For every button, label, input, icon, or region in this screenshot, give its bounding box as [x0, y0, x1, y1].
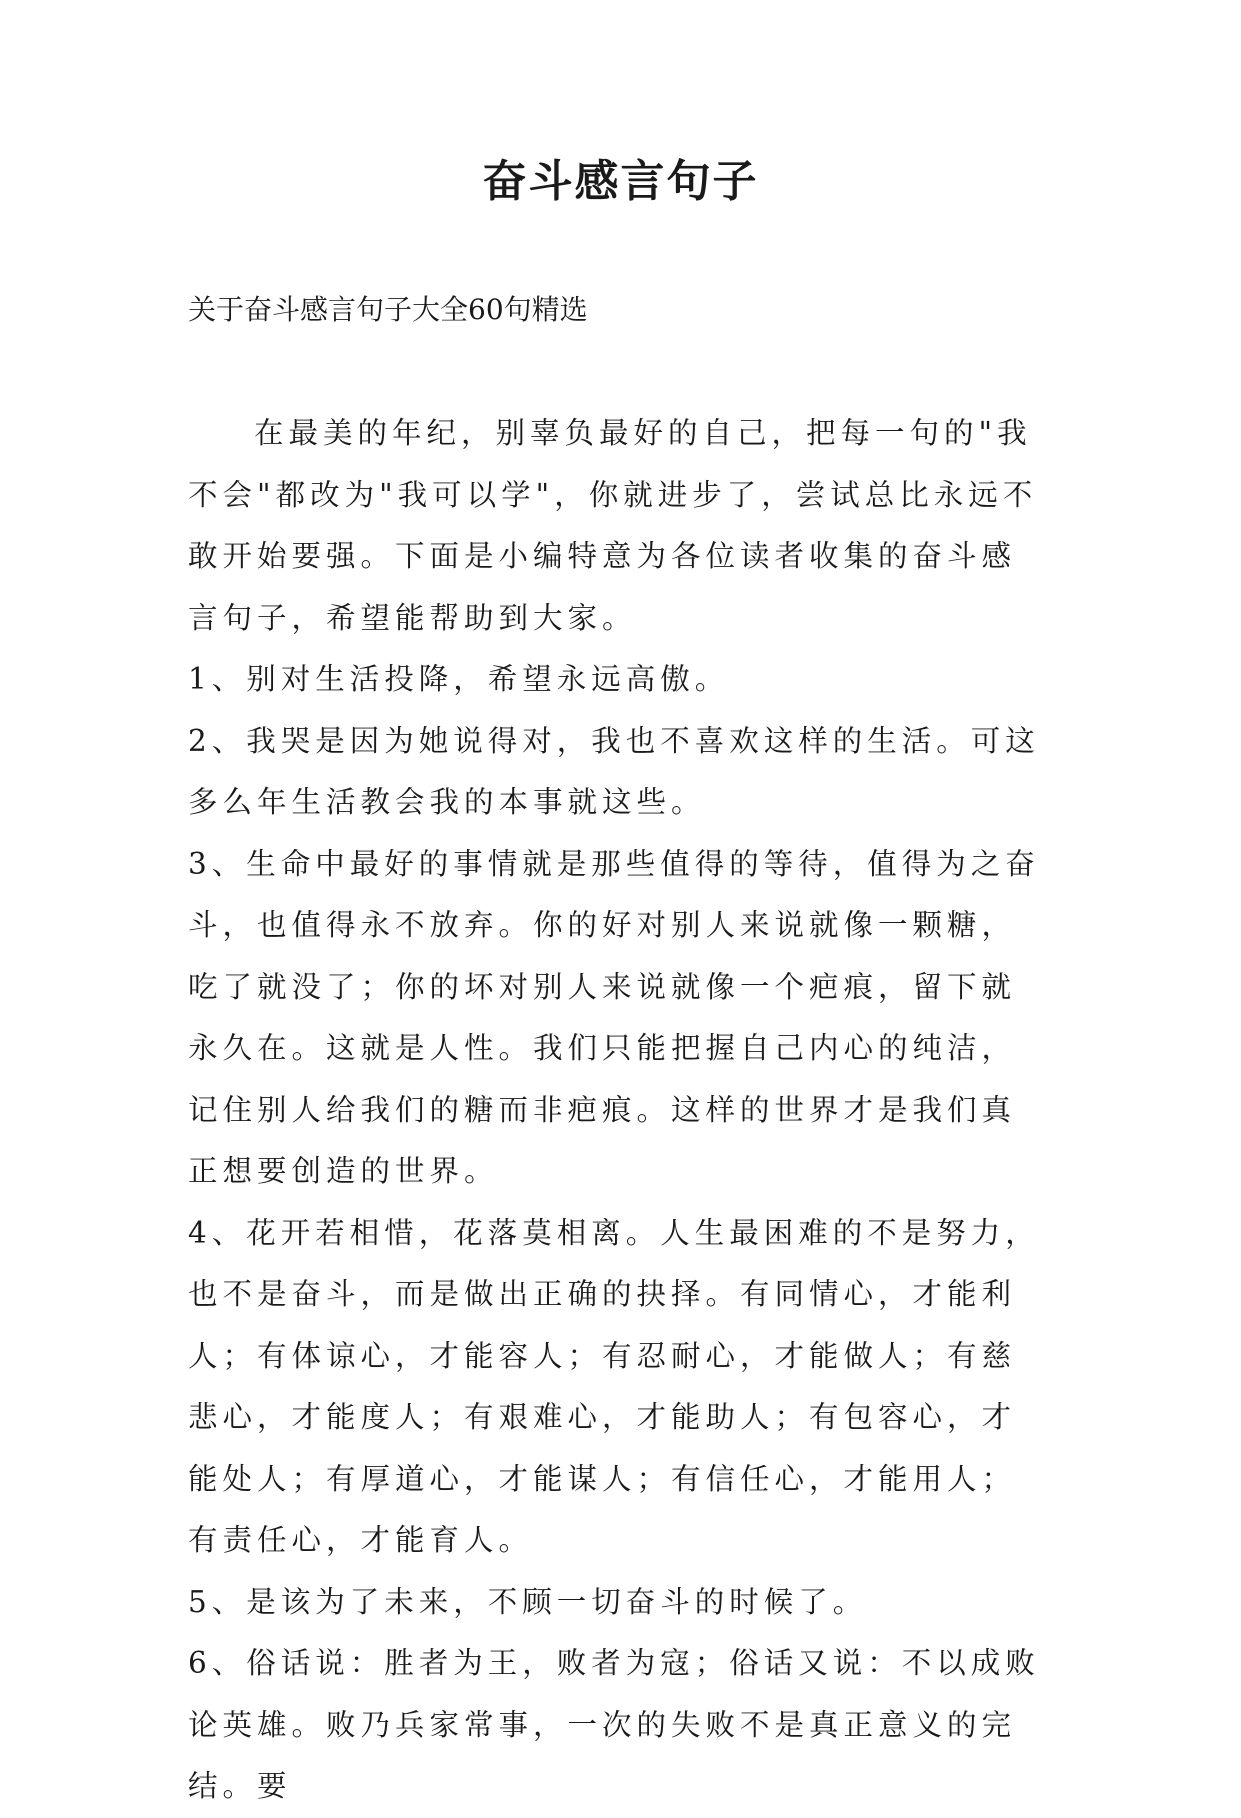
document-body	[188, 403, 1048, 1818]
quote-item: 5、是该为了未来，不顾一切奋斗的时候了。	[188, 1584, 868, 1619]
quote-item: 1、别对生活投降，希望永远高傲。	[188, 662, 730, 696]
document-subtitle: 关于奋斗感言句子大全60句精选	[188, 293, 588, 326]
quote-item: 3、生命中最好的事情就是那些值得的等待，值得为之奋斗，也值得永不放弃。你的好对别人来说就像一颗糖，吃了就没了；你的坏对别人来说就像一个疤痕，留下就永久在。这就是人性。我们只能把握自己内心的纯洁，记住别人给我们的糖而非疤痕。这样的世界才是我们真正想要创造的世界。	[188, 846, 1040, 1188]
intro-paragraph: 在最美的年纪，别辜负最好的自己，把每一句的"我不会"都改为"我可以学"，你就进步了，尝试总比永远不敢开始要强。下面是小编特意为各位读者收集的奋斗感言句子，希望能帮助到大家。	[188, 416, 1038, 635]
document-title: 奋斗感言句子	[482, 156, 759, 207]
quote-item: 6、俗话说：胜者为王，败者为寇；俗话又说：不以成败论英雄。败乃兵家常事，一次的失败不是真正意义的完结。要	[188, 1646, 1040, 1803]
quote-item: 2、我哭是因为她说得对，我也不喜欢这样的生活。可这多么年生活教会我的本事就这些。	[188, 723, 1040, 819]
quote-item: 4、花开若相惜，花落莫相离。人生最困难的不是努力，也不是奋斗，而是做出正确的抉择。有同情心，才能利人；有体谅心，才能容人；有忍耐心，才能做人；有慈悲心，才能度人；有艰难心，才能助人；有包容心，才能处人；有厚道心，才能谋人；有信任心，才能用人；有责任心，才能育人。	[188, 1215, 1040, 1557]
